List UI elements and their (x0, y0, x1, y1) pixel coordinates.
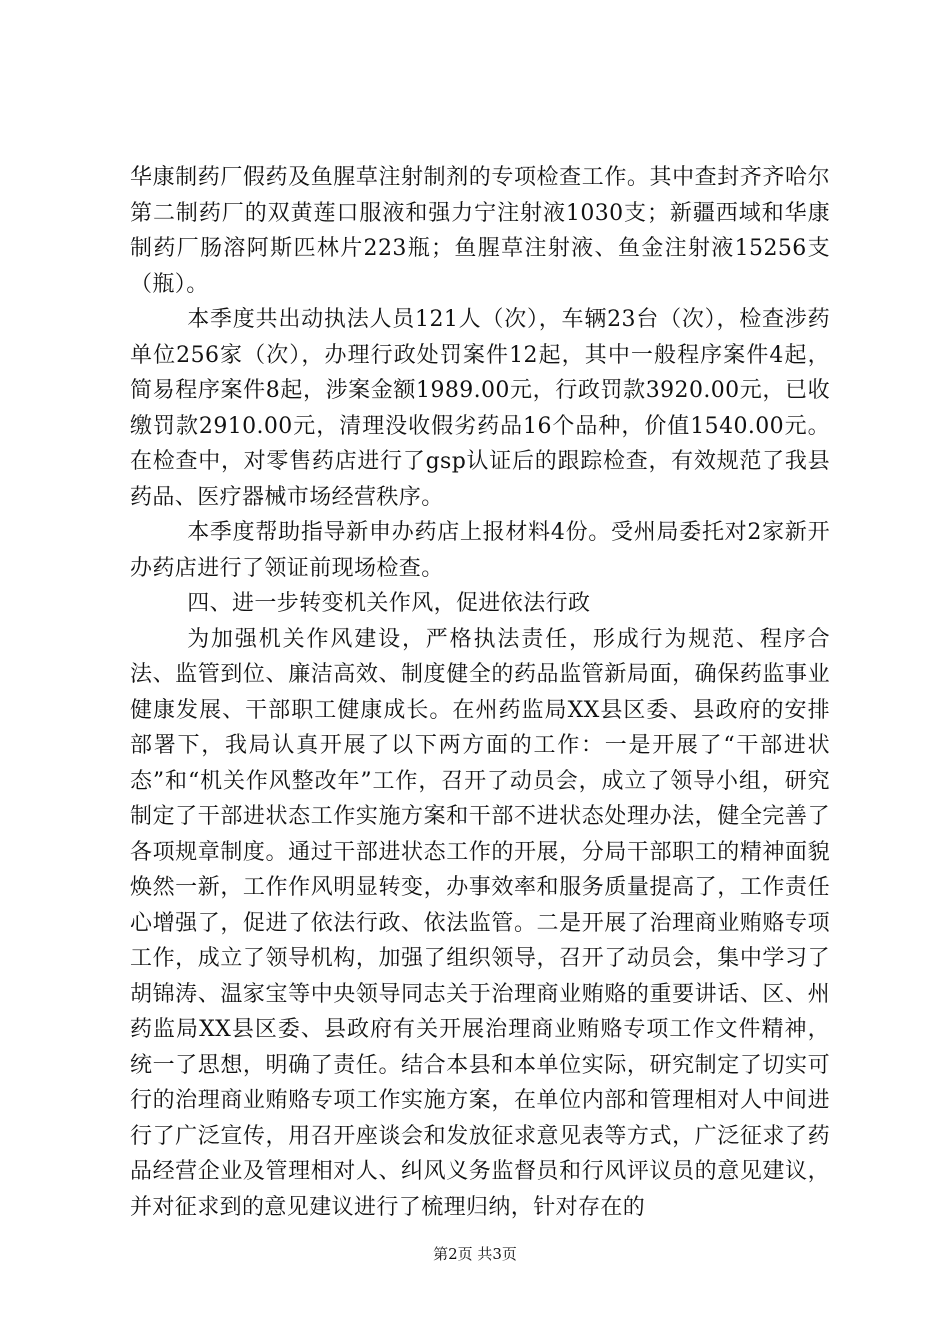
paragraph-enforcement-stats: 本季度共出动执法人员121人（次），车辆23台（次），检查涉药单位256家（次），办理行政处罚案件12起，其中一般程序案件4起，简易程序案件8起，涉案金额1989.00元，行政罚款3920.00元，已收缴罚款2910.00元，清理没收假劣药品16个品种，价值1540.00元。在检查中，对零售药店进行了gsp认证后的跟踪检查，有效规范了我县药品、医疗器械市场经营秩序。 (130, 307, 830, 510)
document-body (130, 160, 830, 1225)
page-number-footer: 第2页 共3页 (433, 1245, 517, 1263)
section-heading: 四、进一步转变机关作风，促进依法行政 (187, 591, 591, 616)
paragraph-continued: 华康制药厂假药及鱼腥草注射制剂的专项检查工作。其中查封齐齐哈尔第二制药厂的双黄莲口服液和强力宁注射液1030支；新疆西域和华康制药厂肠溶阿斯匹林片223瓶；鱼腥草注射液、鱼金注射液15256支（瓶）。 (130, 165, 830, 297)
paragraph-work-style: 为加强机关作风建设，严格执法责任，形成行为规范、程序合法、监管到位、廉洁高效、制度健全的药品监管新局面，确保药监事业健康发展、干部职工健康成长。在州药监局XX县区委、县政府的安排部署下，我局认真开展了以下两方面的工作：一是开展了“干部进状态”和“机关作风整改年”工作，召开了动员会，成立了领导小组，研究制定了干部进状态工作实施方案和干部不进状态处理办法，健全完善了各项规章制度。通过干部进状态工作的开展，分局干部职工的精神面貌焕然一新，工作作风明显转变，办事效率和服务质量提高了，工作责任心增强了，促进了依法行政、依法监管。二是开展了治理商业贿赂专项工作，成立了领导机构，加强了组织领导，召开了动员会，集中学习了胡锦涛、温家宝等中央领导同志关于治理商业贿赂的重要讲话、区、州药监局XX县区委、县政府有关开展治理商业贿赂专项工作文件精神，统一了思想，明确了责任。结合本县和本单位实际，研究制定了切实可行的治理商业贿赂专项工作实施方案，在单位内部和管理相对人中间进行了广泛宣传，用召开座谈会和发放征求意见表等方式，广泛征求了药品经营企业及管理相对人、纠风义务监督员和行风评议员的意见建议，并对征求到的意见建议进行了梳理归纳，针对存在的 (130, 626, 830, 1220)
paragraph-new-pharmacy: 本季度帮助指导新申办药店上报材料4份。受州局委托对2家新开办药店进行了领证前现场检查。 (130, 520, 830, 581)
